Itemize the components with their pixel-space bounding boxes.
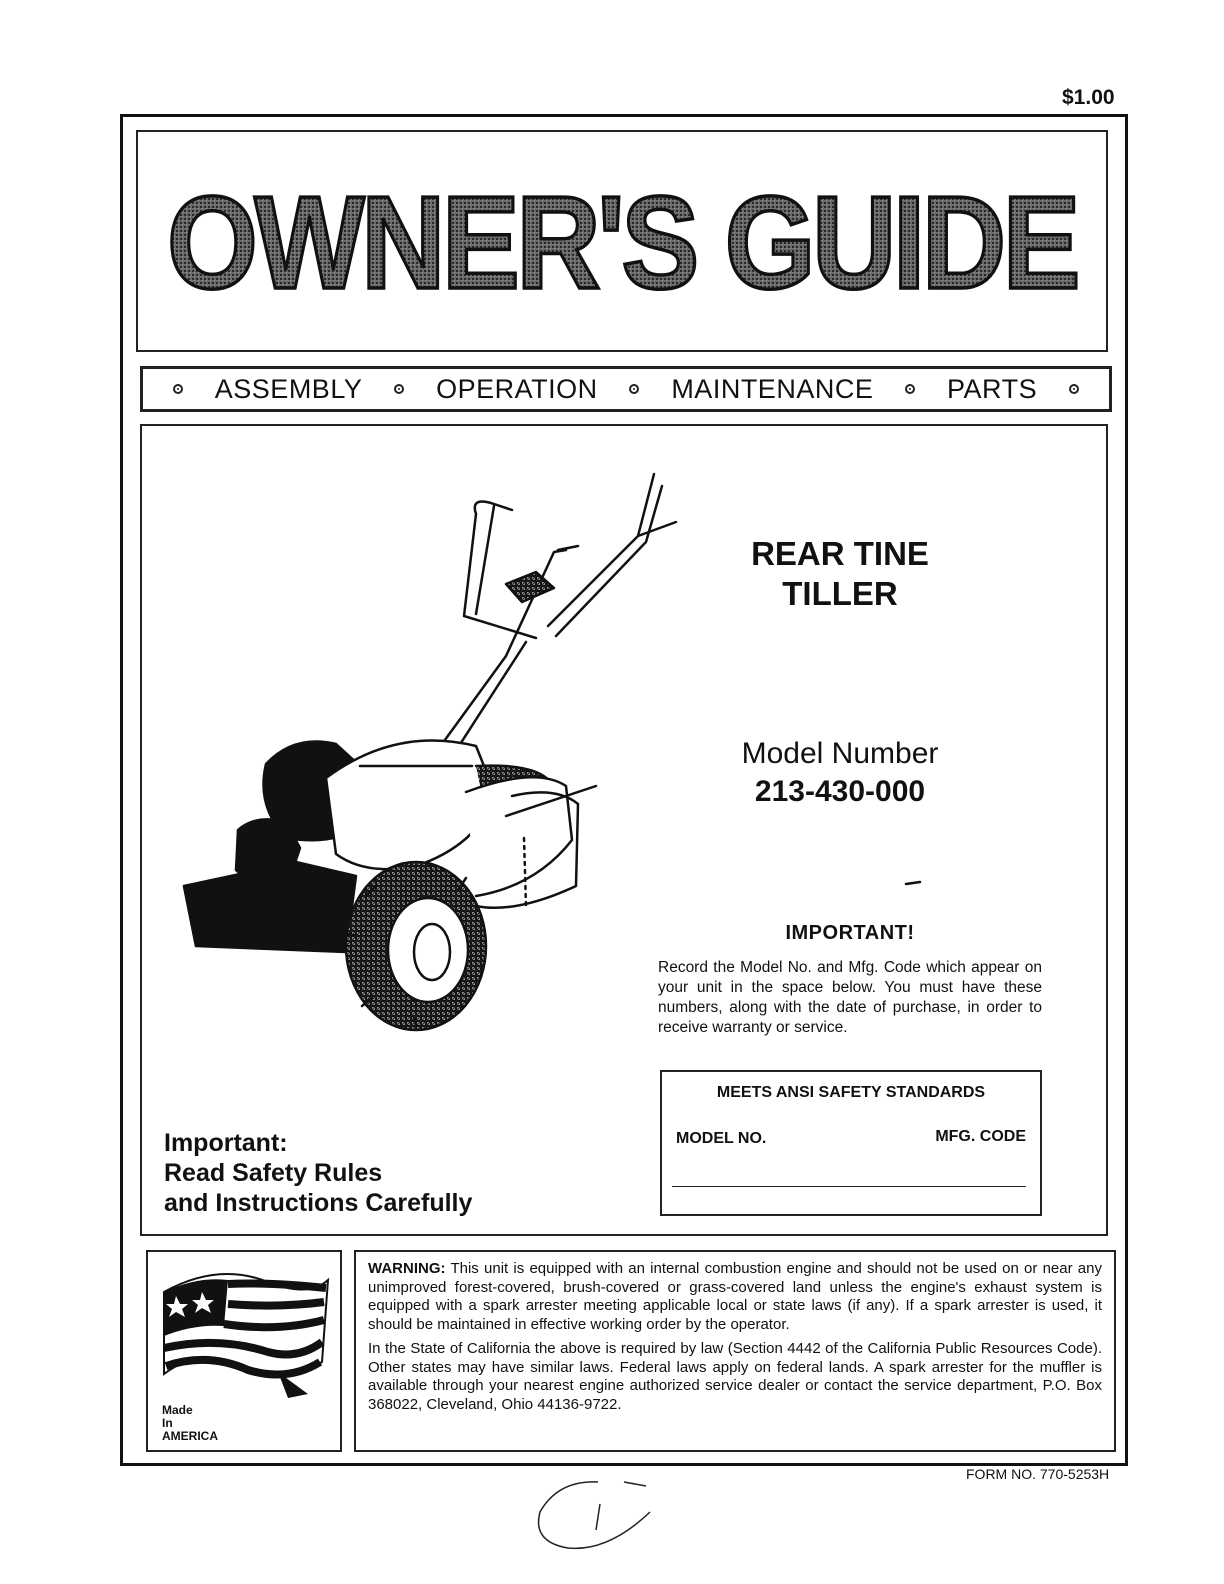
made-in-america-box <box>146 1250 342 1452</box>
product-title-line1: REAR TINE <box>751 535 929 572</box>
ansi-record-box <box>660 1070 1042 1216</box>
owners-guide-title: OWNER'S GUIDE <box>167 169 1077 316</box>
important-heading: IMPORTANT! <box>785 922 915 944</box>
bullet-icon <box>394 384 404 394</box>
product-title <box>690 534 990 614</box>
safety-note-line2: Read Safety Rules <box>164 1159 383 1187</box>
made-in-america-text <box>162 1404 218 1443</box>
tiller-illustration <box>176 466 696 1026</box>
warning-paragraph-1 <box>368 1260 1102 1334</box>
bullet-icon <box>1069 384 1079 394</box>
entry-line <box>672 1186 1026 1187</box>
nav-operation: OPERATION <box>436 373 598 404</box>
model-number-label: Model Number <box>741 737 939 770</box>
bullet-icon <box>173 384 183 394</box>
product-title-line2: TILLER <box>782 575 898 612</box>
form-number: FORM NO. 770-5253H <box>966 1466 1110 1482</box>
safety-note-line1: Important: <box>164 1129 288 1157</box>
bullet-icon <box>629 384 639 394</box>
safety-note <box>164 1128 472 1218</box>
nav-assembly: ASSEMBLY <box>214 373 363 404</box>
bullet-icon <box>905 384 915 394</box>
model-no-label: MODEL NO. <box>676 1130 767 1147</box>
owners-guide-title-art <box>160 169 1084 316</box>
american-flag-icon <box>158 1262 334 1402</box>
price-label: $1.00 <box>1062 86 1115 109</box>
made-line2: In <box>162 1416 173 1430</box>
section-nav <box>140 366 1112 412</box>
safety-note-line3: and Instructions Carefully <box>164 1189 473 1217</box>
record-instructions: Record the Model No. and Mfg. Code which appear on your unit in the space below. You must have these numbers, along with the date of purchase, in order to receive warranty or service. <box>658 959 1042 1036</box>
warning-box <box>354 1250 1116 1452</box>
nav-parts: PARTS <box>947 373 1038 404</box>
made-line1: Made <box>162 1403 193 1417</box>
mfg-code-label: MFG. CODE <box>935 1128 1026 1145</box>
nav-maintenance: MAINTENANCE <box>671 373 874 404</box>
warning-label: WARNING: <box>368 1260 446 1277</box>
warning-paragraph-2: In the State of California the above is required by law (Section 4442 of the California Public Resources Code). Other states may have similar laws. Federal laws apply on federal lands. A spark arrester for the muffler is available through your nearest engine authorized service dealer or contact the service department, P.O. Box 368022, Cleveland, Ohio 44136-9722. <box>368 1340 1102 1413</box>
ansi-box-title: MEETS ANSI SAFETY STANDARDS <box>716 1084 986 1101</box>
made-line3: AMERICA <box>162 1429 218 1443</box>
warning-text-1: This unit is equipped with an internal combustion engine and should not be used on or near any unimproved forest-covered, brush-covered or grass-covered land unless the engine's exhaust system is equipped with a spark arrester meeting applicable local or state laws (if any). If a spark arrester is used, it should be maintained in effective working order by the operator. <box>368 1260 1102 1333</box>
model-number-value: 213-430-000 <box>754 775 926 808</box>
handwritten-mark-icon <box>528 1472 668 1562</box>
